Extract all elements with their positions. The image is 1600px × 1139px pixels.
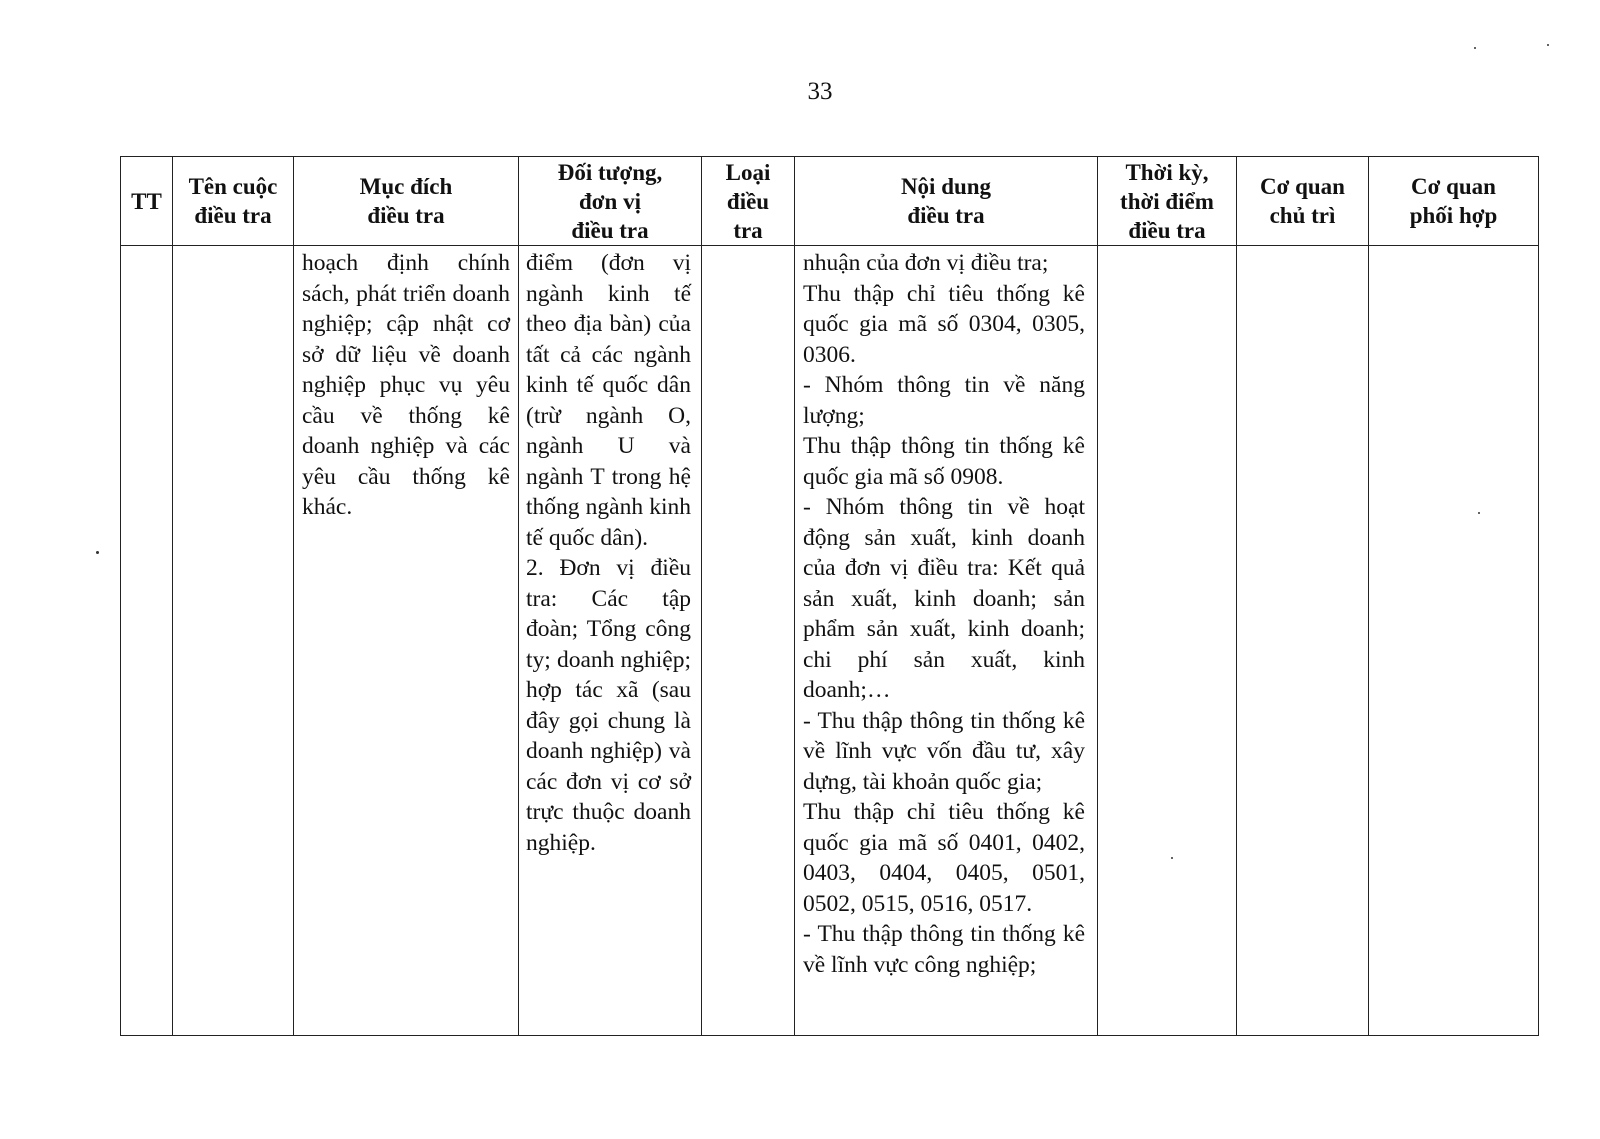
cell-tt: [121, 246, 173, 1036]
cell-survey-type: [702, 246, 795, 1036]
header-subject: Đối tượng, đơn vị điều tra: [519, 157, 702, 246]
survey-table: [120, 156, 1539, 1036]
cell-content: [795, 246, 1098, 1036]
header-survey-name: Tên cuộc điều tra: [173, 157, 294, 246]
header-purpose: Mục đích điều tra: [294, 157, 519, 246]
header-period: Thời kỳ, thời điểm điều tra: [1098, 157, 1237, 246]
header-survey-type: Loại điều tra: [702, 157, 795, 246]
scan-speck: [1547, 44, 1549, 46]
page-number: 33: [807, 78, 833, 105]
scan-speck: [1474, 47, 1476, 49]
scan-speck: [96, 551, 99, 554]
table-row: [121, 246, 1539, 1036]
header-tt: TT: [121, 157, 173, 246]
cell-partner-agency: [1369, 246, 1539, 1036]
header-lead-agency: Cơ quan chủ trì: [1237, 157, 1369, 246]
table-header-row: [121, 157, 1539, 246]
header-content: Nội dung điều tra: [795, 157, 1098, 246]
scan-speck: [1171, 857, 1173, 859]
cell-period: [1098, 246, 1237, 1036]
content-text: nhuận của đơn vị điều tra; Thu thập chỉ tiêu thống kê quốc gia mã số 0304, 0305, 0306. - Nhóm thông tin về năng lượng; Thu thập thông tin thống kê quốc gia mã số 0908. - Nhóm thông tin về hoạt động sản xuất, kinh doanh của đơn vị điều tra: Kết quả sản xuất, kinh doanh; sản phẩm sản xuất, kinh doanh; chi phí sản xuất, kinh doanh;… - Thu thập thông tin thống kê về lĩnh vực vốn đầu tư, xây dựng, tài khoản quốc gia; Thu thập chỉ tiêu thống kê quốc gia mã số 0401, 0402, 0403, 0404, 0405, 0501, 0502, 0515, 0516, 0517. - Thu thập thông tin thống kê về lĩnh vực công nghiệp;: [803, 250, 1085, 978]
header-partner-agency: Cơ quan phối hợp: [1369, 157, 1539, 246]
cell-lead-agency: [1237, 246, 1369, 1036]
purpose-text: hoạch định chính sách, phát triển doanh nghiệp; cập nhật cơ sở dữ liệu về doanh nghiệp phục vụ yêu cầu về thống kê doanh nghiệp và các yêu cầu thống kê khác.: [302, 250, 510, 520]
cell-subject: [519, 246, 702, 1036]
cell-survey-name: [173, 246, 294, 1036]
scan-speck: [1478, 512, 1480, 514]
subject-text: điểm (đơn vị ngành kinh tế theo địa bàn) của tất cả các ngành kinh tế quốc dân (trừ ngành O, ngành U và ngành T trong hệ thống ngành kinh tế quốc dân). 2. Đơn vị điều tra: Các tập đoàn; Tổng công ty; doanh nghiệp; hợp tác xã (sau đây gọi chung là doanh nghiệp) và các đơn vị cơ sở trực thuộc doanh nghiệp.: [526, 250, 691, 856]
cell-purpose: [294, 246, 519, 1036]
